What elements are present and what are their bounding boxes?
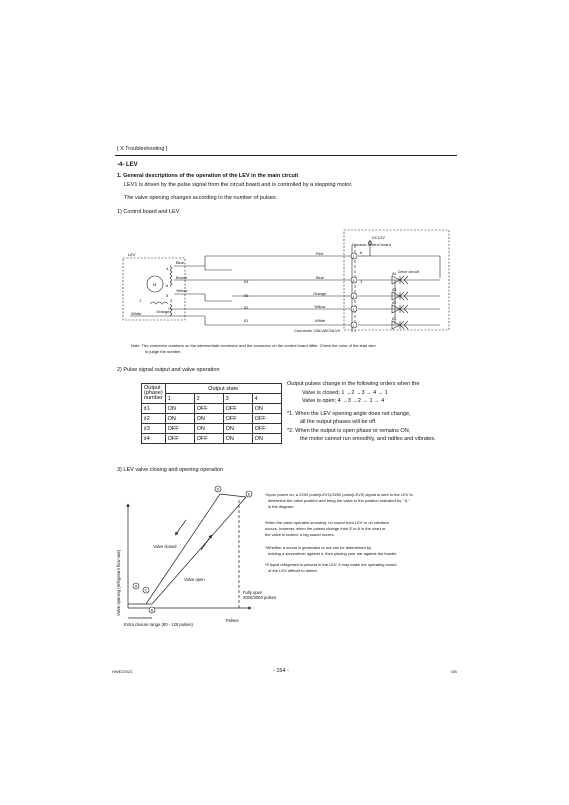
footer-region: GB — [451, 669, 457, 674]
table-header-state: Output state — [165, 384, 281, 394]
drive-number-3: ♯3 — [392, 287, 397, 292]
label-drive-circuit: Drive circuit — [398, 269, 419, 274]
note-sound-1: When the valve operates smoothly, no sound from LEV or no vibration — [265, 520, 389, 525]
wire-color-blue: Blue — [316, 275, 325, 280]
section-header: [ X Troubleshooting ] — [117, 146, 168, 152]
label-lev: LEV — [128, 252, 136, 257]
point-d: D — [216, 487, 220, 492]
section-text-1: LEV1 is driven by the pulse signal from the circuit board and is controlled by a stepping motor. — [124, 182, 353, 188]
valve-open-label: Valve open — [184, 577, 205, 582]
wire-number-2: ♯2 — [244, 305, 249, 310]
pulse-order-intro: Output pulses change in the following orders when the — [287, 381, 420, 387]
note-1-line-1: *1. When the LEV opening angle does not change, — [287, 411, 411, 417]
table-header-output: Output (phase) number — [142, 384, 166, 404]
note-2-line-1: *2. When the output is open phase or remains ON, — [287, 428, 411, 434]
subheading-pulse-signal: 2) Pulse signal output and valve operation — [117, 367, 220, 373]
note-liquid-2: of the LEV difficult to detect. — [268, 568, 318, 573]
note-screwdriver-1: *Whether a sound is generated or not can be determined by — [265, 545, 372, 550]
table-row: ♯2 ON ON OFF OFF — [142, 414, 282, 424]
note-screwdriver-2: holding a screwdriver against it, then placing your ear against the handle. — [268, 551, 398, 556]
table-col-3: 3 — [223, 394, 252, 404]
coil-pin-5: 5 — [166, 293, 169, 298]
pin-2: 2 — [352, 324, 355, 328]
section-text-2: The valve opening changes according to the number of pulses. — [124, 195, 278, 201]
table-col-1: 1 — [165, 394, 194, 404]
table-row: ♯1 ON OFF OFF ON — [142, 404, 282, 414]
note-power-on-2: determine the valve position and bring the valve to the position indicated by " A " — [268, 498, 410, 503]
coil-pin-6: 6 — [166, 283, 169, 288]
fully-open-label-2: 2000/3000 pulses — [243, 595, 277, 600]
coil-label-blue: Blue — [176, 260, 185, 265]
coil-horizontal — [150, 302, 168, 304]
note-power-on-3: in the diagram. — [268, 504, 295, 509]
wire-color-red: Red — [316, 251, 324, 256]
coil-label-white: White — [131, 311, 142, 316]
coil-label-yellow: Yellow — [176, 288, 188, 293]
fully-open-label-1: Fully open — [243, 590, 263, 595]
coil-pin-3: 3 — [170, 298, 173, 303]
table-row: ♯4 OFF OFF ON ON — [142, 434, 282, 444]
wire-number-4: ♯4 — [244, 279, 249, 284]
pin-6: 6 — [360, 250, 363, 255]
lev-circuit-diagram — [110, 215, 460, 345]
note-sound-3: the valve is locked, a big sound occurs. — [265, 532, 335, 537]
note-2-line-2: the motor cannot run smoothly, and rattles and vibrates. — [300, 436, 436, 442]
note-line-2: to judge the number. — [145, 349, 182, 354]
table-row: ♯3 OFF ON ON OFF — [142, 424, 282, 434]
point-c: C — [144, 588, 148, 593]
page-title: -4- LEV — [117, 162, 138, 168]
pin-1-lower: 1 — [360, 279, 363, 284]
table-col-4: 4 — [252, 394, 281, 404]
subheading-valve-operation: 3) LEV valve closing and opening operation — [117, 467, 224, 473]
coil-label-brown: Brown — [176, 275, 188, 280]
note-1-line-2: all the output phases will be off. — [300, 419, 377, 425]
valve-operation-chart — [110, 480, 277, 640]
extra-closure-label: Extra closure range (80 - 120 pulses) — [124, 622, 193, 627]
point-b: B — [150, 608, 154, 613]
coil-pin-4: 4 — [166, 266, 169, 271]
valve-open-order: Valve is open; 4 →3 →2 → 1 → 4 — [302, 398, 385, 404]
valve-closed-order: Valve is closed; 1 →2 →3 → 4 → 1 — [302, 390, 388, 396]
pin-5: 5 — [352, 279, 355, 283]
note-sound-2: occurs, however, when the pulses change from E to A in the chart or — [265, 526, 386, 531]
drive-number-4: ♯4 — [392, 271, 397, 276]
section-heading-1: 1. General descriptions of the operation of the LEV in the main circuit — [117, 173, 299, 179]
point-e: E — [247, 492, 251, 497]
drive-number-2: ♯2 — [392, 300, 397, 305]
coil-label-orange: Orange — [156, 309, 170, 314]
note-power-on-1: *Upon power on, a 2200 pulse(LEV1)/3200 pulse(LEV3) signal is sent to the LEV to — [265, 492, 413, 497]
y-axis-label: Valve opening (refrigerant flow rate) — [116, 549, 121, 616]
coil-upper — [170, 266, 172, 286]
pulse-output-table — [141, 383, 282, 444]
table-col-2: 2 — [194, 394, 223, 404]
coil-pin-1: 1 — [139, 298, 142, 303]
pin-1-top: 1 — [352, 255, 355, 259]
coil-lower — [170, 304, 172, 316]
connector-label: Connector CNLV8/CNLV9 — [294, 328, 340, 333]
valve-closed-label: Valve closed — [153, 544, 177, 549]
wire-color-orange: Orange — [313, 291, 327, 296]
point-a: A — [134, 584, 138, 589]
wire-color-yellow: Yellow — [314, 304, 326, 309]
subheading-control-board: 1) Control board and LEV — [117, 209, 180, 215]
label-dc12v: DC12V — [372, 235, 385, 240]
table-header-row — [142, 384, 282, 394]
label-outdoor-board: Outdoor control board — [352, 242, 391, 247]
note-liquid-1: *If liquid refrigerant is present in the LEV, it may make the operating sound — [265, 562, 397, 567]
note-line-1: Note. The connector numbers on the intermediate connector and the connector on the control board differ. Check the color of the lead wire — [131, 343, 376, 348]
motor-label: M — [153, 282, 157, 287]
pin-4: 4 — [352, 295, 355, 299]
wire-number-1: ♯1 — [244, 318, 249, 323]
footer-page-number: - 154 - — [273, 668, 289, 674]
pin-3: 3 — [352, 308, 355, 312]
wire-number-3: ♯3 — [244, 293, 249, 298]
wire-color-white: White — [315, 318, 326, 323]
footer-doc-code: HWE2202C — [112, 669, 134, 674]
drive-number-1: ♯1 — [392, 316, 397, 321]
x-axis-label: Pulses — [226, 618, 239, 623]
header-rule — [115, 155, 457, 156]
